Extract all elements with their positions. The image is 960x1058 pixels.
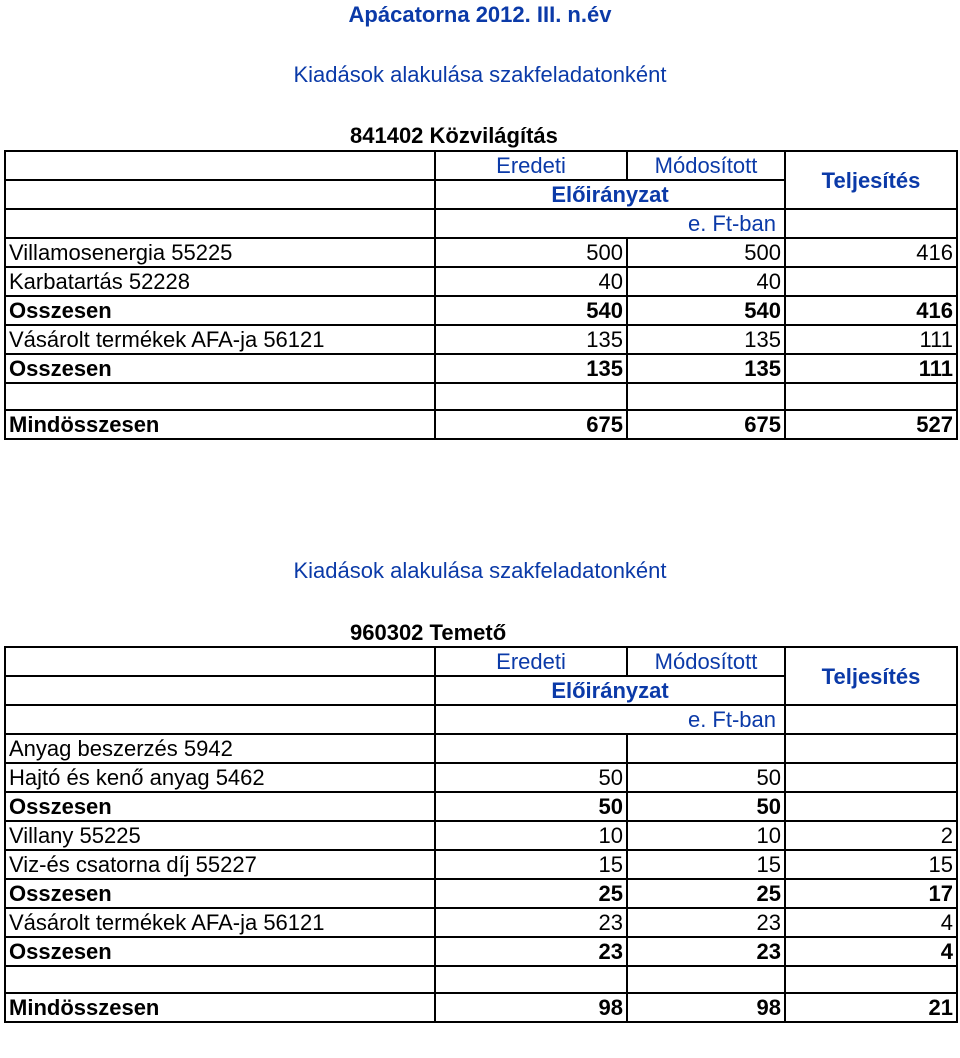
row-label: Mindösszesen — [5, 993, 435, 1022]
table-row — [5, 383, 957, 410]
section-subtitle: Kiadások alakulása szakfeladatonként — [293, 558, 667, 583]
cell-teljesites: 416 — [785, 296, 957, 325]
section-subtitle: Kiadások alakulása szakfeladatonként — [293, 62, 667, 87]
cell-eredeti — [435, 966, 627, 993]
cell-modositott: 50 — [627, 792, 785, 821]
header-modositott: Módosított — [627, 647, 785, 676]
cell-teljesites: 111 — [785, 325, 957, 354]
cell-modositott: 40 — [627, 267, 785, 296]
header-blank — [5, 647, 435, 676]
table-row — [5, 763, 957, 792]
row-label — [5, 966, 435, 993]
row-label: Osszesen — [5, 296, 435, 325]
header-eloiranyzat: Előirányzat — [435, 676, 785, 705]
row-label: Villany 55225 — [5, 821, 435, 850]
cell-teljesites — [785, 792, 957, 821]
cell-teljesites: 527 — [785, 410, 957, 439]
header-teljesites: Teljesítés — [785, 151, 957, 209]
row-label: Hajtó és kenő anyag 5462 — [5, 763, 435, 792]
cell-modositott — [627, 966, 785, 993]
cell-modositott — [627, 383, 785, 410]
table-row — [5, 937, 957, 966]
table-row — [5, 966, 957, 993]
cell-modositott: 135 — [627, 325, 785, 354]
header-unit: e. Ft-ban — [435, 705, 785, 734]
header-blank — [5, 151, 435, 180]
cell-eredeti: 675 — [435, 410, 627, 439]
table-row — [5, 325, 957, 354]
cell-teljesites: 4 — [785, 937, 957, 966]
cell-teljesites — [785, 383, 957, 410]
cell-eredeti: 50 — [435, 763, 627, 792]
cell-eredeti: 540 — [435, 296, 627, 325]
row-label: Osszesen — [5, 879, 435, 908]
cell-modositott: 23 — [627, 908, 785, 937]
cell-eredeti — [435, 734, 627, 763]
table-row — [5, 296, 957, 325]
cell-eredeti: 40 — [435, 267, 627, 296]
table-row — [5, 734, 957, 763]
header-eredeti: Eredeti — [435, 647, 627, 676]
table-row — [5, 410, 957, 439]
cell-modositott: 675 — [627, 410, 785, 439]
row-label: Villamosenergia 55225 — [5, 238, 435, 267]
cell-teljesites: 4 — [785, 908, 957, 937]
header-blank — [5, 180, 435, 209]
cell-teljesites: 416 — [785, 238, 957, 267]
table-row — [5, 908, 957, 937]
cell-eredeti: 23 — [435, 937, 627, 966]
row-label: Vásárolt termékek AFA-ja 56121 — [5, 908, 435, 937]
cell-eredeti: 500 — [435, 238, 627, 267]
cell-teljesites — [785, 966, 957, 993]
cell-eredeti: 135 — [435, 354, 627, 383]
header-eredeti: Eredeti — [435, 151, 627, 180]
table-row — [5, 879, 957, 908]
header-unit: e. Ft-ban — [435, 209, 785, 238]
cell-teljesites: 15 — [785, 850, 957, 879]
header-blank — [785, 705, 957, 734]
header-modositott: Módosított — [627, 151, 785, 180]
row-label: Anyag beszerzés 5942 — [5, 734, 435, 763]
row-label: Osszesen — [5, 792, 435, 821]
header-eloiranyzat: Előirányzat — [435, 180, 785, 209]
budget-table-temeto — [4, 646, 958, 1023]
cell-eredeti: 10 — [435, 821, 627, 850]
cell-eredeti: 50 — [435, 792, 627, 821]
table-row — [5, 792, 957, 821]
cell-modositott: 500 — [627, 238, 785, 267]
header-blank — [5, 705, 435, 734]
cell-teljesites: 2 — [785, 821, 957, 850]
cell-eredeti: 98 — [435, 993, 627, 1022]
cell-eredeti: 15 — [435, 850, 627, 879]
cell-teljesites: 111 — [785, 354, 957, 383]
cell-modositott: 540 — [627, 296, 785, 325]
cell-eredeti — [435, 383, 627, 410]
table-row — [5, 267, 957, 296]
header-teljesites: Teljesítés — [785, 647, 957, 705]
cell-eredeti: 135 — [435, 325, 627, 354]
cell-modositott: 15 — [627, 850, 785, 879]
table-row — [5, 821, 957, 850]
cell-teljesites: 21 — [785, 993, 957, 1022]
cell-modositott — [627, 734, 785, 763]
section-name: 960302 Temető — [350, 620, 507, 645]
cell-modositott: 25 — [627, 879, 785, 908]
table-row — [5, 993, 957, 1022]
cell-teljesites: 17 — [785, 879, 957, 908]
row-label: Karbatartás 52228 — [5, 267, 435, 296]
cell-modositott: 135 — [627, 354, 785, 383]
cell-teljesites — [785, 734, 957, 763]
cell-teljesites — [785, 763, 957, 792]
section-name: 841402 Közvilágítás — [350, 123, 558, 148]
header-blank — [5, 676, 435, 705]
row-label: Mindösszesen — [5, 410, 435, 439]
table-row — [5, 354, 957, 383]
cell-eredeti: 25 — [435, 879, 627, 908]
cell-eredeti: 23 — [435, 908, 627, 937]
row-label: Osszesen — [5, 354, 435, 383]
page-title: Apácatorna 2012. III. n.év — [348, 2, 612, 27]
table-row — [5, 850, 957, 879]
row-label: Viz-és csatorna díj 55227 — [5, 850, 435, 879]
row-label: Osszesen — [5, 937, 435, 966]
cell-modositott: 23 — [627, 937, 785, 966]
header-blank — [785, 209, 957, 238]
row-label: Vásárolt termékek AFA-ja 56121 — [5, 325, 435, 354]
row-label — [5, 383, 435, 410]
cell-modositott: 10 — [627, 821, 785, 850]
cell-modositott: 98 — [627, 993, 785, 1022]
budget-table-kozvilagitas — [4, 150, 958, 440]
cell-modositott: 50 — [627, 763, 785, 792]
cell-teljesites — [785, 267, 957, 296]
table-row — [5, 238, 957, 267]
header-blank — [5, 209, 435, 238]
